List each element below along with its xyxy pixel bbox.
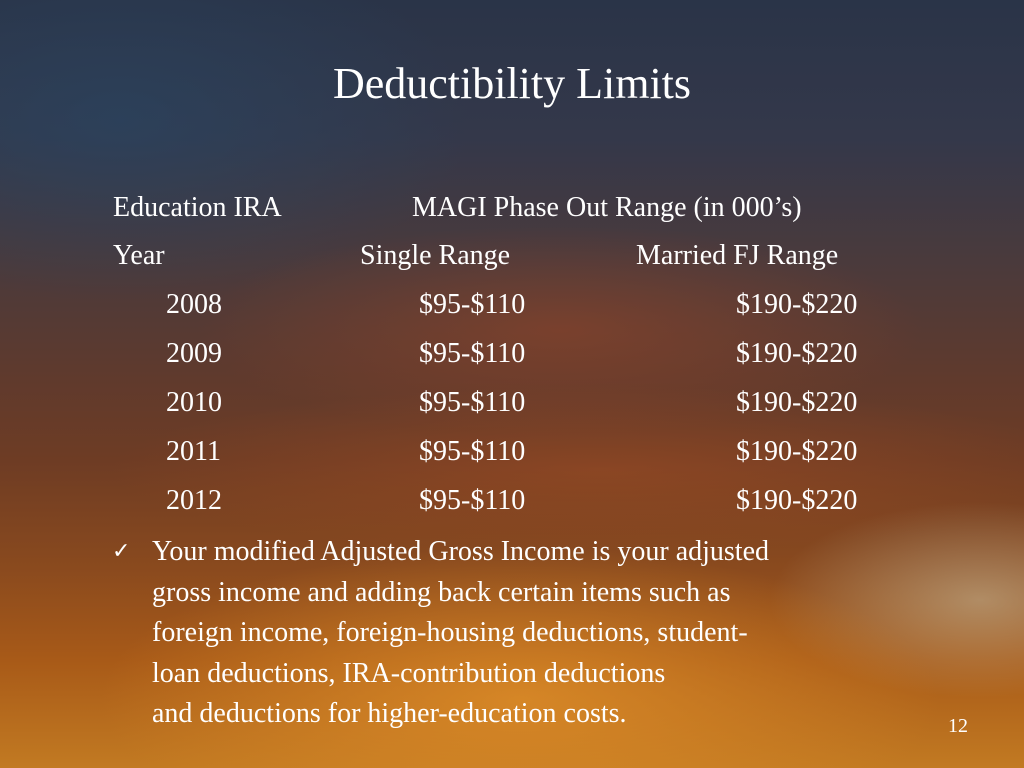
single-range-cell: $95-$110: [419, 289, 526, 320]
single-range-cell: $95-$110: [419, 436, 526, 467]
year-cell: 2011: [166, 436, 221, 467]
header-education-ira: Education IRA: [113, 192, 282, 223]
table-row: [0, 434, 1024, 470]
table-row: [0, 385, 1024, 421]
header-married-range: Married FJ Range: [636, 240, 839, 271]
slide-title: Deductibility Limits: [332, 59, 692, 108]
note-line: loan deductions, IRA-contribution deductions: [152, 657, 666, 689]
checkmark-icon: ✓: [112, 539, 131, 564]
married-range-cell: $190-$220: [736, 338, 858, 369]
header-year: Year: [113, 240, 165, 271]
table-row: [0, 336, 1024, 372]
year-cell: 2012: [166, 485, 222, 516]
note-line: and deductions for higher-education costs.: [152, 698, 627, 729]
table-header-row-2: [0, 238, 1024, 274]
single-range-cell: $95-$110: [419, 338, 526, 369]
single-range-cell: $95-$110: [419, 485, 526, 516]
note-line: foreign income, foreign-housing deductions, student-: [152, 617, 748, 648]
year-cell: 2008: [166, 289, 222, 320]
married-range-cell: $190-$220: [736, 485, 858, 516]
married-range-cell: $190-$220: [736, 436, 858, 467]
table-header-row-1: [0, 190, 1024, 226]
note-line: gross income and adding back certain items such as: [152, 576, 731, 608]
header-single-range: Single Range: [360, 240, 511, 271]
table-row: [0, 483, 1024, 519]
year-cell: 2009: [166, 338, 222, 369]
single-range-cell: $95-$110: [419, 387, 526, 418]
header-magi-range: MAGI Phase Out Range (in 000’s): [412, 192, 802, 223]
table-row: [0, 287, 1024, 323]
year-cell: 2010: [166, 387, 222, 418]
married-range-cell: $190-$220: [736, 387, 858, 418]
married-range-cell: $190-$220: [736, 289, 858, 320]
page-number: 12: [948, 715, 968, 737]
note-line: Your modified Adjusted Gross Income is your adjusted: [152, 536, 769, 567]
